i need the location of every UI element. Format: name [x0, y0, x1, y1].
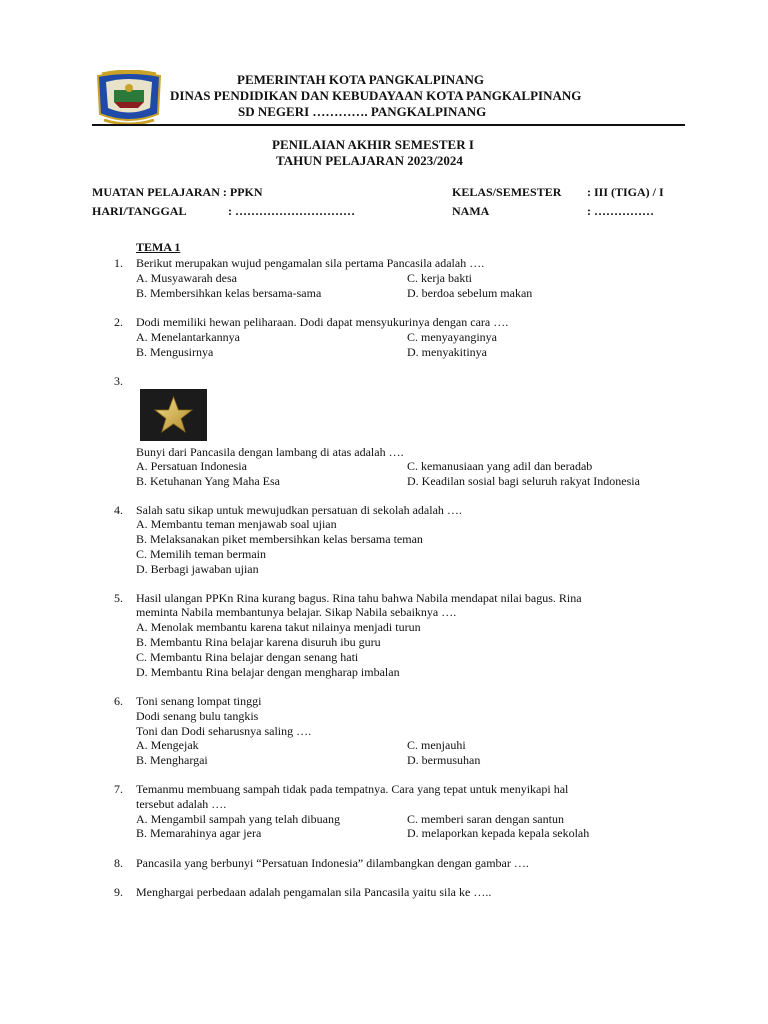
question-number: 2.: [114, 315, 123, 329]
option-a: A. Persatuan Indonesia: [136, 459, 247, 473]
question-number: 5.: [114, 591, 123, 605]
question-text: Hasil ulangan PPKn Rina kurang bagus. Rina tahu bahwa Nabila mendapat nilai bagus. Rina: [136, 591, 582, 605]
question-number: 4.: [114, 503, 123, 517]
option-c: C. kerja bakti: [407, 271, 472, 285]
question-text: Toni senang lompat tinggi: [136, 694, 262, 708]
option-c: C. Membantu Rina belajar dengan senang hati: [136, 650, 359, 664]
option-d: D. Berbagi jawaban ujian: [136, 562, 259, 576]
option-b: B. Ketuhanan Yang Maha Esa: [136, 474, 280, 488]
question-number: 1.: [114, 256, 123, 270]
star-icon: [155, 397, 192, 432]
exam-year: TAHUN PELAJARAN 2023/2024: [276, 153, 463, 168]
question-text: Bunyi dari Pancasila dengan lambang di atas adalah ….: [136, 445, 404, 459]
question-text: Temanmu membuang sampah tidak pada tempatnya. Cara yang tepat untuk menyikapi hal: [136, 782, 569, 796]
option-b: B. Menghargai: [136, 753, 208, 767]
pancasila-star-symbol: [140, 389, 207, 441]
question-text: Dodi memiliki hewan peliharaan. Dodi dapat mensyukurinya dengan cara ….: [136, 315, 509, 329]
question-text: Salah satu sikap untuk mewujudkan persatuan di sekolah adalah ….: [136, 503, 462, 517]
option-d: D. bermusuhan: [407, 753, 481, 767]
option-b: B. Mengusirnya: [136, 345, 214, 359]
header-line-3: SD NEGERI …………. PANGKALPINANG: [238, 104, 487, 119]
option-c: C. kemanusiaan yang adil dan beradab: [407, 459, 593, 473]
question-text: Toni dan Dodi seharusnya saling ….: [136, 724, 312, 738]
question-text: Pancasila yang berbunyi “Persatuan Indonesia” dilambangkan dengan gambar ….: [136, 856, 529, 870]
question-text: tersebut adalah ….: [136, 797, 227, 811]
question-text: Dodi senang bulu tangkis: [136, 709, 259, 723]
option-c: C. menjauhi: [407, 738, 466, 752]
exam-title: PENILAIAN AKHIR SEMESTER I: [272, 137, 474, 152]
question-number: 8.: [114, 856, 123, 870]
date-field: : …………………………: [228, 204, 355, 218]
option-d: D. melaporkan kepada kepala sekolah: [407, 826, 590, 840]
city-emblem-logo: [92, 70, 166, 126]
question-number: 3.: [114, 374, 123, 388]
option-d: D. berdoa sebelum makan: [407, 286, 533, 300]
question-number: 6.: [114, 694, 123, 708]
option-c: C. memberi saran dengan santun: [407, 812, 564, 826]
question-number: 9.: [114, 885, 123, 899]
question-text: Berikut merupakan wujud pengamalan sila pertama Pancasila adalah ….: [136, 256, 485, 270]
option-d: D. Keadilan sosial bagi seluruh rakyat Indonesia: [407, 474, 640, 488]
header-line-1: PEMERINTAH KOTA PANGKALPINANG: [237, 72, 485, 87]
option-b: B. Memarahinya agar jera: [136, 826, 262, 840]
option-a: A. Menelantarkannya: [136, 330, 240, 344]
option-c: C. Memilih teman bermain: [136, 547, 266, 561]
name-label: NAMA: [452, 204, 490, 218]
option-c: C. menyayanginya: [407, 330, 497, 344]
option-d: D. menyakitinya: [407, 345, 487, 359]
option-b: B. Membersihkan kelas bersama-sama: [136, 286, 322, 300]
option-a: A. Membantu teman menjawab soal ujian: [136, 517, 337, 531]
date-label: HARI/TANGGAL: [92, 204, 187, 218]
option-b: B. Membantu Rina belajar karena disuruh ibu guru: [136, 635, 381, 649]
option-d: D. Membantu Rina belajar dengan mengharap imbalan: [136, 665, 400, 679]
subject-label: MUATAN PELAJARAN : PPKN: [92, 185, 263, 199]
name-field: : ……………: [587, 204, 654, 218]
option-a: A. Mengejak: [136, 738, 199, 752]
class-value: : III (TIGA) / I: [587, 185, 664, 199]
option-a: A. Musyawarah desa: [136, 271, 237, 285]
theme-heading: TEMA 1: [136, 240, 181, 254]
header-divider: [92, 124, 685, 126]
class-label: KELAS/SEMESTER: [452, 185, 562, 199]
option-a: A. Menolak membantu karena takut nilainya menjadi turun: [136, 620, 421, 634]
question-text: meminta Nabila membantunya belajar. Sikap Nabila sebaiknya ….: [136, 605, 457, 619]
question-text: Menghargai perbedaan adalah pengamalan sila Pancasila yaitu sila ke …..: [136, 885, 492, 899]
option-b: B. Melaksanakan piket membersihkan kelas bersama teman: [136, 532, 423, 546]
option-a: A. Mengambil sampah yang telah dibuang: [136, 812, 340, 826]
question-number: 7.: [114, 782, 123, 796]
header-line-2: DINAS PENDIDIKAN DAN KEBUDAYAAN KOTA PANGKALPINANG: [170, 88, 582, 103]
